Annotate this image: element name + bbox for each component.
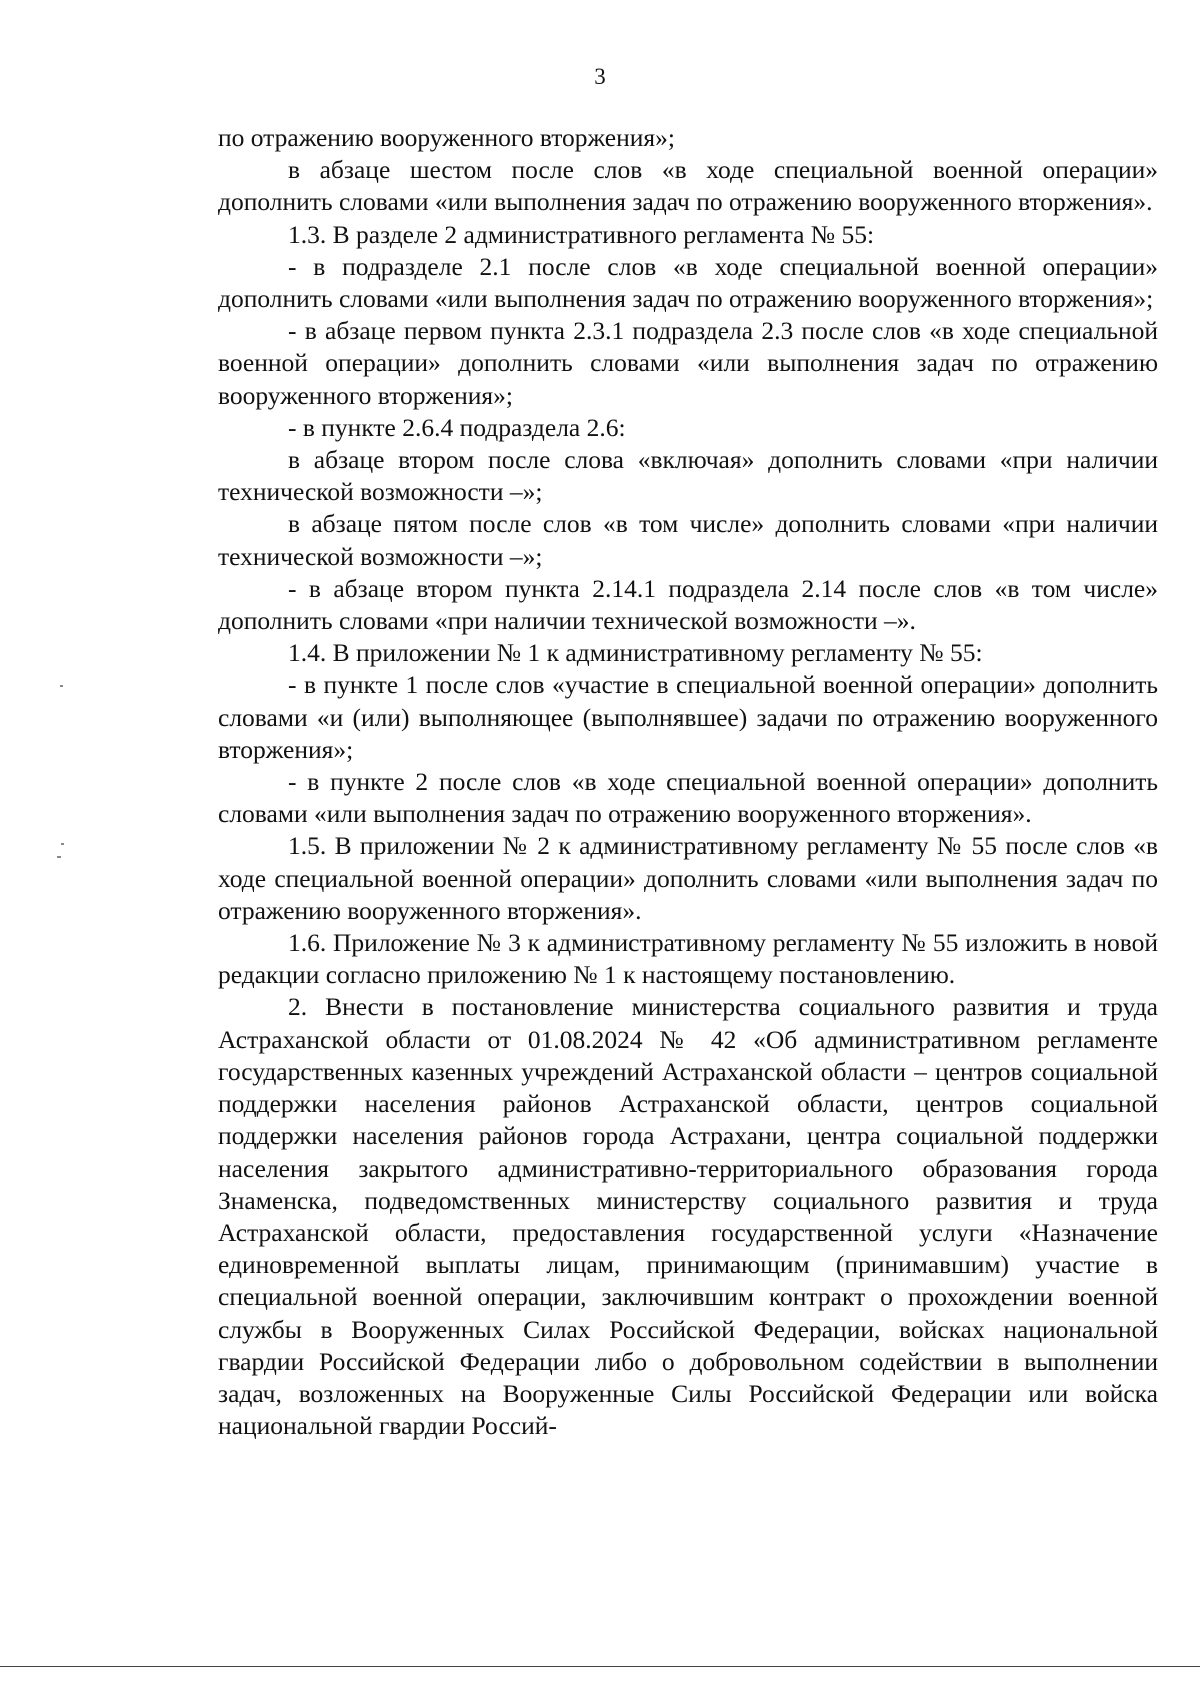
- paragraph: - в пункте 1 после слов «участие в специальной военной операции» дополнить словами «и (или) выполняющее (выполнявшее) задачи по отражению вооруженного вторжения»;: [218, 670, 1158, 764]
- paragraph-1-6: 1.6. Приложение № 3 к административному регламенту № 55 изложить в новой редакции согласно приложению № 1 к настоящему постановлению.: [218, 928, 1158, 990]
- scan-speck: [61, 843, 64, 845]
- paragraph: - в абзаце втором пункта 2.14.1 подраздела 2.14 после слов «в том числе» дополнить словами «при наличии технической возможности –».: [218, 573, 1158, 636]
- paragraph-2: 2. Внести в постановление министерства социального развития и труда Астраханской области от 01.08.2024 № 42 «Об административном регламенте государственных казенных учреждений Астраханской области – центров социальной поддержки населения районов Астраханской области, центров социальной поддержки населения районов города Астрахани, центра социальной поддержки населения закрытого административно-территориального образования города Знаменска, подведомственных министерству социального развития и труда Астраханской области, предоставления государственной услуги «Назначение единовременной выплаты лицам, принимающим (принимавшим) участие в специальной военной операции, заключившим контракт о прохождении военной службы в Вооруженных Силах Российской Федерации, войсках национальной гвардии Российской Федерации либо о добровольном содействии в выполнении задач, возложенных на Вооруженные Силы Российской Федерации или войска национальной гвардии Россий-: [218, 992, 1158, 1441]
- paragraph: в абзаце пятом после слов «в том числе» дополнить словами «при наличии технической возможности –»;: [218, 509, 1158, 571]
- paragraph: - в пункте 2.6.4 подраздела 2.6:: [288, 412, 626, 442]
- paragraph: - в подразделе 2.1 после слов «в ходе специальной военной операции» дополнить словами «или выполнения задач по отражению вооруженного вторжения»;: [218, 251, 1158, 314]
- document-body: [218, 122, 1158, 1442]
- scan-speck: [60, 685, 63, 687]
- paragraph-1-5: 1.5. В приложении № 2 к административному регламенту № 55 после слов «в ходе специальной военной операции» дополнить словами «или выполнения задач по отражению вооруженного вторжения».: [218, 831, 1158, 925]
- paragraph-heading-1-4: 1.4. В приложении № 1 к административному регламенту № 55:: [288, 638, 983, 668]
- paragraph: - в абзаце первом пункта 2.3.1 подраздела 2.3 после слов «в ходе специальной военной операции» дополнить словами «или выполнения задач по отражению вооруженного вторжения»;: [218, 316, 1158, 410]
- page-number: 3: [594, 64, 606, 89]
- paragraph: - в пункте 2 после слов «в ходе специальной военной операции» дополнить словами «или выполнения задач по отражению вооруженного вторжения».: [218, 767, 1158, 829]
- scan-speck: [57, 856, 61, 858]
- paragraph-heading-1-3: 1.3. В разделе 2 административного регламента № 55:: [288, 219, 875, 249]
- paragraph: в абзаце шестом после слов «в ходе специальной военной операции» дополнить словами «или выполнения задач по отражению вооруженного вторжения».: [218, 155, 1158, 217]
- paragraph-continuation: по отражению вооруженного вторжения»;: [218, 123, 675, 152]
- scan-edge-line: [0, 1666, 1200, 1667]
- paragraph: в абзаце втором после слова «включая» дополнить словами «при наличии технической возможности –»;: [218, 445, 1158, 507]
